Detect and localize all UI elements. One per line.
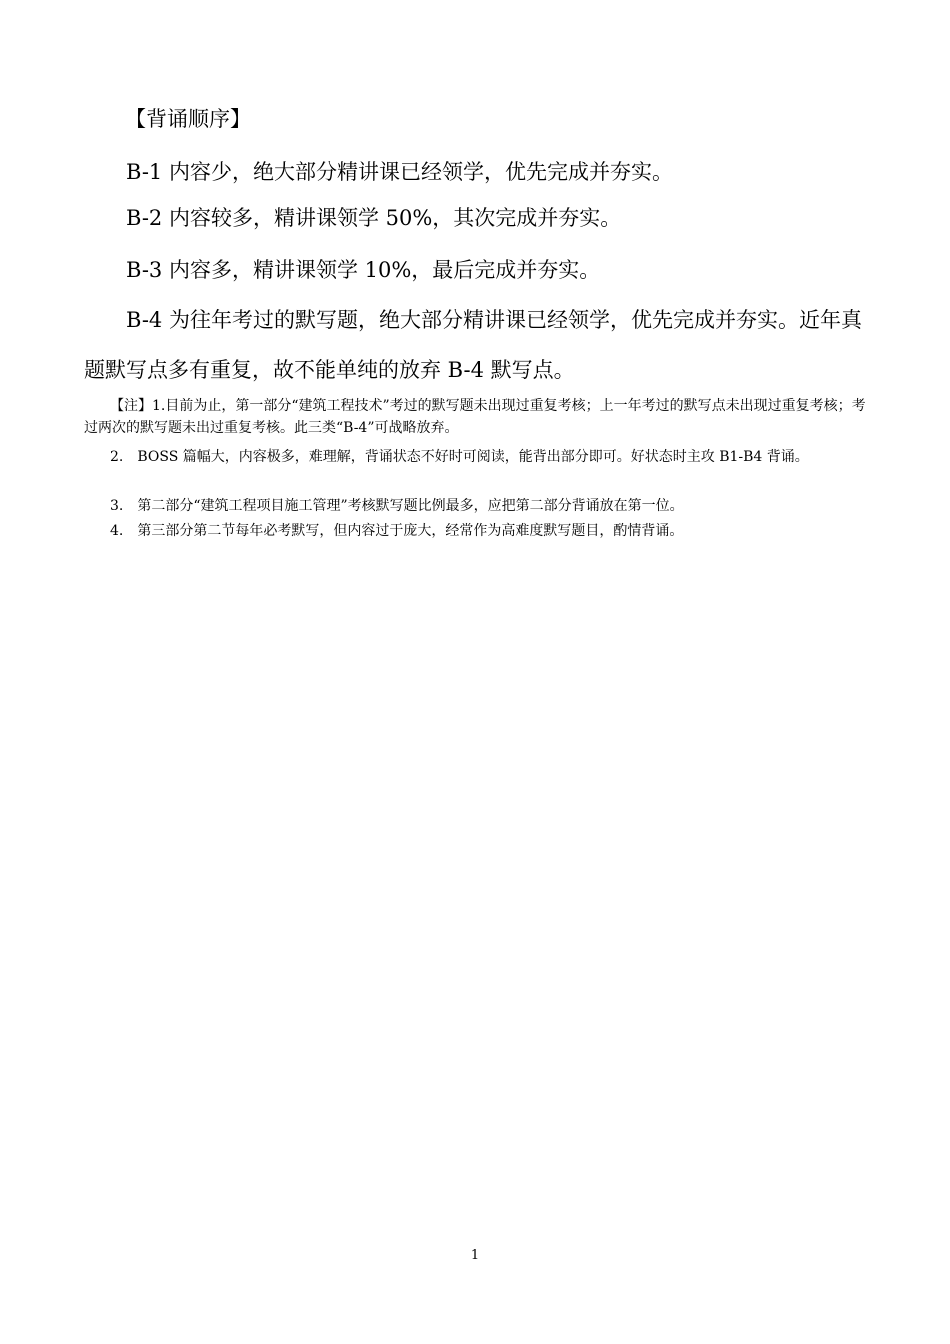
note-item-2: 2. BOSS 篇幅大，内容极多，难理解，背诵状态不好时可阅读，能背出部分即可。好状态时主攻 B1-B4 背诵。	[110, 449, 809, 465]
note-item-3: 3. 第二部分“建筑工程项目施工管理”考核默写题比例最多，应把第二部分背诵放在第一位。	[110, 498, 684, 514]
page-number: 1	[470, 1248, 480, 1263]
note-item-1: 【注】1.目前为止，第一部分“建筑工程技术”考过的默写题未出现过重复考核；上一年考过的默写点未出现过重复考核；考过两次的默写题未出过重复考核。此三类“B-4”可战略放弃。	[84, 398, 866, 436]
paragraph-b4: B-4 为往年考过的默写题，绝大部分精讲课已经领学，优先完成并夯实。近年真题默写点多有重复，故不能单纯的放弃 B-4 默写点。	[84, 308, 862, 382]
paragraph-b3: B-3 内容多，精讲课领学 10%，最后完成并夯实。	[126, 258, 601, 282]
paragraph-b2: B-2 内容较多，精讲课领学 50%，其次完成并夯实。	[126, 206, 622, 230]
note-item-4: 4. 第三部分第二节每年必考默写，但内容过于庞大，经常作为高难度默写题目，酌情背诵。	[110, 523, 684, 539]
paragraph-b1: B-1 内容少，绝大部分精讲课已经领学，优先完成并夯实。	[126, 160, 673, 184]
section-heading: 【背诵顺序】	[125, 107, 251, 131]
